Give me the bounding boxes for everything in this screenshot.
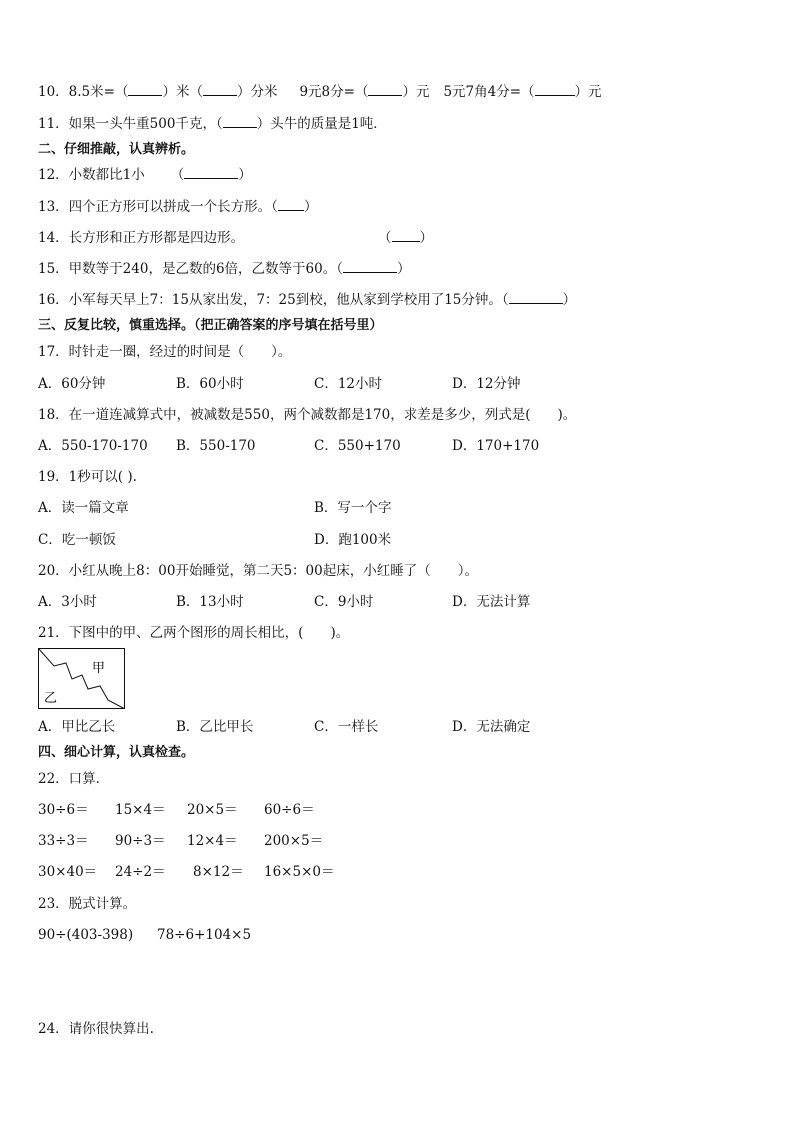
question-12: 12．小数都比1小 （ ） <box>38 167 252 183</box>
oral-calc-item: 15×4＝ <box>115 802 166 818</box>
section-3-heading: 三、反复比较，慎重选择。（把正确答案的序号填在括号里） <box>38 318 383 333</box>
q20-option-b[interactable]: B．13小时 <box>176 594 244 610</box>
q21-option-a[interactable]: A．甲比乙长 <box>38 719 116 735</box>
q18-option-c[interactable]: C．550+170 <box>314 438 401 454</box>
q19-option-d[interactable]: D．跑100米 <box>314 532 392 548</box>
question-17-stem: 17．时针走一圈，经过的时间是（ ）。 <box>38 344 292 360</box>
q18-option-b[interactable]: B．550-170 <box>176 438 256 454</box>
answer-blank[interactable] <box>278 198 304 211</box>
q17-option-c[interactable]: C．12小时 <box>314 376 383 392</box>
question-14-answer: （ ） <box>378 230 433 246</box>
oral-calc-item: 60÷6＝ <box>264 802 315 818</box>
question-19-stem: 19．1秒可以( ). <box>38 469 137 485</box>
oral-calc-item: 16×5×0＝ <box>264 864 335 880</box>
q19-option-b[interactable]: B．写一个字 <box>314 500 392 516</box>
question-22-stem: 22．口算． <box>38 771 110 787</box>
answer-blank[interactable] <box>343 260 397 273</box>
figure-label-yi: 乙 <box>44 691 58 706</box>
oral-calc-item: 33÷3＝ <box>38 833 89 849</box>
answer-blank[interactable] <box>223 115 257 128</box>
q21-option-c[interactable]: C．一样长 <box>314 719 379 735</box>
expression-item: 90÷(403-398) <box>38 927 134 943</box>
question-20-stem: 20．小红从晚上8：00开始睡觉，第二天5：00起床，小红睡了（ ）。 <box>38 563 478 579</box>
question-18-stem: 18．在一道连减算式中，被减数是550，两个减数都是170，求差是多少，列式是( )。 <box>38 407 577 423</box>
oral-calc-item: 90÷3＝ <box>115 833 166 849</box>
question-21-stem: 21．下图中的甲、乙两个图形的周长相比，( )。 <box>38 625 350 641</box>
question-24-stem: 24．请你很快算出. <box>38 1021 154 1037</box>
q20-option-a[interactable]: A．3小时 <box>38 594 97 610</box>
question-14: 14．长方形和正方形都是四边形。 <box>38 230 245 246</box>
answer-blank[interactable] <box>203 83 237 96</box>
section-2-heading: 二、仔细推敲，认真辨析。 <box>38 142 195 157</box>
q21-option-b[interactable]: B．乙比甲长 <box>176 719 254 735</box>
q17-option-b[interactable]: B．60小时 <box>176 376 244 392</box>
q19-option-c[interactable]: C．吃一顿饭 <box>38 532 116 548</box>
q18-option-d[interactable]: D．170+170 <box>452 438 540 454</box>
section-4-heading: 四、细心计算，认真检查。 <box>38 745 195 760</box>
question-10: 10．8.5米=（ ）米（ ）分米 9元8分=（ ）元 5元7角4分=（ ）元 <box>38 84 602 100</box>
oral-calc-item: 200×5＝ <box>264 833 324 849</box>
q20-option-c[interactable]: C．9小时 <box>314 594 374 610</box>
answer-blank[interactable] <box>392 229 420 242</box>
answer-blank[interactable] <box>368 83 402 96</box>
perimeter-figure <box>38 648 126 710</box>
expression-item: 78÷6+104×5 <box>157 927 252 943</box>
oral-calc-item: 24÷2＝ <box>115 864 166 880</box>
question-11: 11．如果一头牛重500千克，（ ）头牛的质量是1吨． <box>38 116 387 132</box>
q17-option-d[interactable]: D．12分钟 <box>452 376 521 392</box>
question-23-stem: 23．脱式计算。 <box>38 896 137 912</box>
question-15: 15．甲数等于240，是乙数的6倍，乙数等于60。（ ） <box>38 261 411 277</box>
question-13: 13．四个正方形可以拼成一个长方形。（ ） <box>38 199 318 215</box>
oral-calc-item: 8×12＝ <box>193 864 244 880</box>
oral-calc-item: 20×5＝ <box>187 802 238 818</box>
q20-option-d[interactable]: D．无法计算 <box>452 594 531 610</box>
oral-calc-item: 30÷6＝ <box>38 802 89 818</box>
q17-option-a[interactable]: A．60分钟 <box>38 376 106 392</box>
q21-option-d[interactable]: D．无法确定 <box>452 719 531 735</box>
oral-calc-item: 30×40＝ <box>38 864 98 880</box>
answer-blank[interactable] <box>128 83 162 96</box>
oral-calc-item: 12×4＝ <box>187 833 238 849</box>
answer-blank[interactable] <box>509 291 563 304</box>
q18-option-a[interactable]: A．550-170-170 <box>38 438 148 454</box>
figure-label-jia: 甲 <box>92 661 106 676</box>
answer-blank[interactable] <box>184 166 238 179</box>
answer-blank[interactable] <box>535 83 575 96</box>
question-16: 16．小军每天早上7：15从家出发，7：25到校，他从家到学校用了15分钟。（ ） <box>38 292 577 308</box>
q19-option-a[interactable]: A．读一篇文章 <box>38 500 129 516</box>
